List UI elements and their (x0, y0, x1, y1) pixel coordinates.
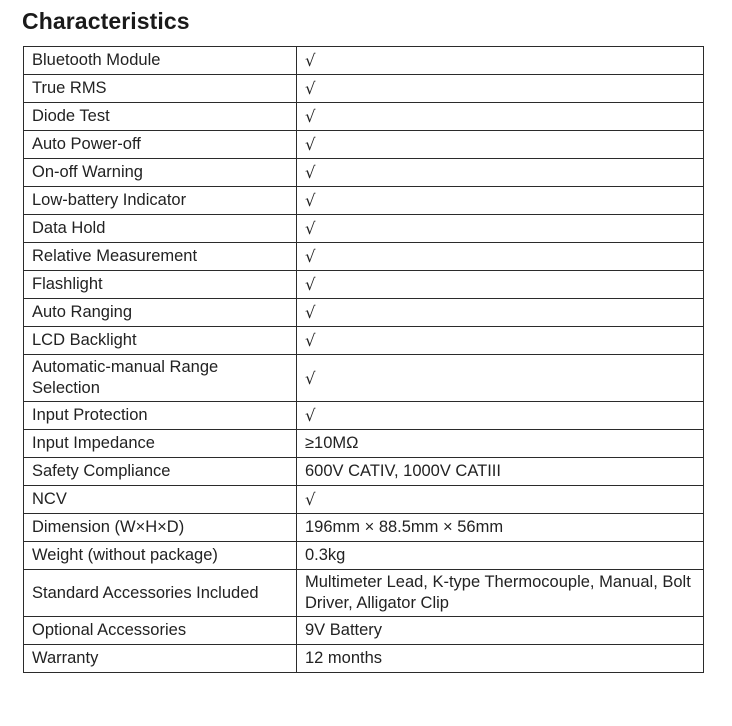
row-value: √ (297, 75, 704, 103)
table-row (24, 187, 704, 215)
row-label: Relative Measurement (24, 243, 297, 271)
row-value: √ (297, 131, 704, 159)
table-row (24, 570, 704, 617)
row-value: √ (297, 355, 704, 402)
row-value: Multimeter Lead, K-type Thermocouple, Manual, Bolt Driver, Alligator Clip (297, 570, 704, 617)
table-row (24, 514, 704, 542)
row-label: Auto Power-off (24, 131, 297, 159)
row-value: 196mm × 88.5mm × 56mm (297, 514, 704, 542)
row-value: ≥10MΩ (297, 430, 704, 458)
page-title: Characteristics (22, 8, 190, 34)
row-label: Auto Ranging (24, 299, 297, 327)
table-row (24, 542, 704, 570)
table-row (24, 103, 704, 131)
table-row (24, 47, 704, 75)
table-row (24, 75, 704, 103)
row-label: Warranty (24, 645, 297, 673)
row-value: √ (297, 103, 704, 131)
row-label: Automatic-manual Range Selection (24, 355, 297, 402)
row-value: 600V CATIV, 1000V CATIII (297, 458, 704, 486)
table-row (24, 355, 704, 402)
table-row (24, 131, 704, 159)
row-value: √ (297, 243, 704, 271)
row-label: NCV (24, 486, 297, 514)
table-row (24, 159, 704, 187)
row-value: √ (297, 486, 704, 514)
table-row (24, 243, 704, 271)
table-row (24, 458, 704, 486)
table-row (24, 402, 704, 430)
table-row (24, 430, 704, 458)
row-value: √ (297, 327, 704, 355)
table-row (24, 645, 704, 673)
table-row (24, 617, 704, 645)
row-value: √ (297, 187, 704, 215)
row-label: Input Protection (24, 402, 297, 430)
row-value: 12 months (297, 645, 704, 673)
row-value: √ (297, 215, 704, 243)
row-label: Bluetooth Module (24, 47, 297, 75)
row-label: Safety Compliance (24, 458, 297, 486)
row-value: √ (297, 271, 704, 299)
row-value: 9V Battery (297, 617, 704, 645)
table-row (24, 271, 704, 299)
row-label: Data Hold (24, 215, 297, 243)
row-value: √ (297, 299, 704, 327)
row-label: True RMS (24, 75, 297, 103)
row-label: LCD Backlight (24, 327, 297, 355)
row-label: Flashlight (24, 271, 297, 299)
row-label: On-off Warning (24, 159, 297, 187)
row-value: √ (297, 159, 704, 187)
characteristics-table (23, 46, 704, 673)
table-row (24, 215, 704, 243)
row-label: Dimension (W×H×D) (24, 514, 297, 542)
table-row (24, 299, 704, 327)
row-value: √ (297, 47, 704, 75)
table-row (24, 327, 704, 355)
table-row (24, 486, 704, 514)
row-label: Input Impedance (24, 430, 297, 458)
row-label: Low-battery Indicator (24, 187, 297, 215)
row-label: Optional Accessories (24, 617, 297, 645)
row-label: Standard Accessories Included (24, 570, 297, 617)
row-value: 0.3kg (297, 542, 704, 570)
row-label: Weight (without package) (24, 542, 297, 570)
row-label: Diode Test (24, 103, 297, 131)
row-value: √ (297, 402, 704, 430)
